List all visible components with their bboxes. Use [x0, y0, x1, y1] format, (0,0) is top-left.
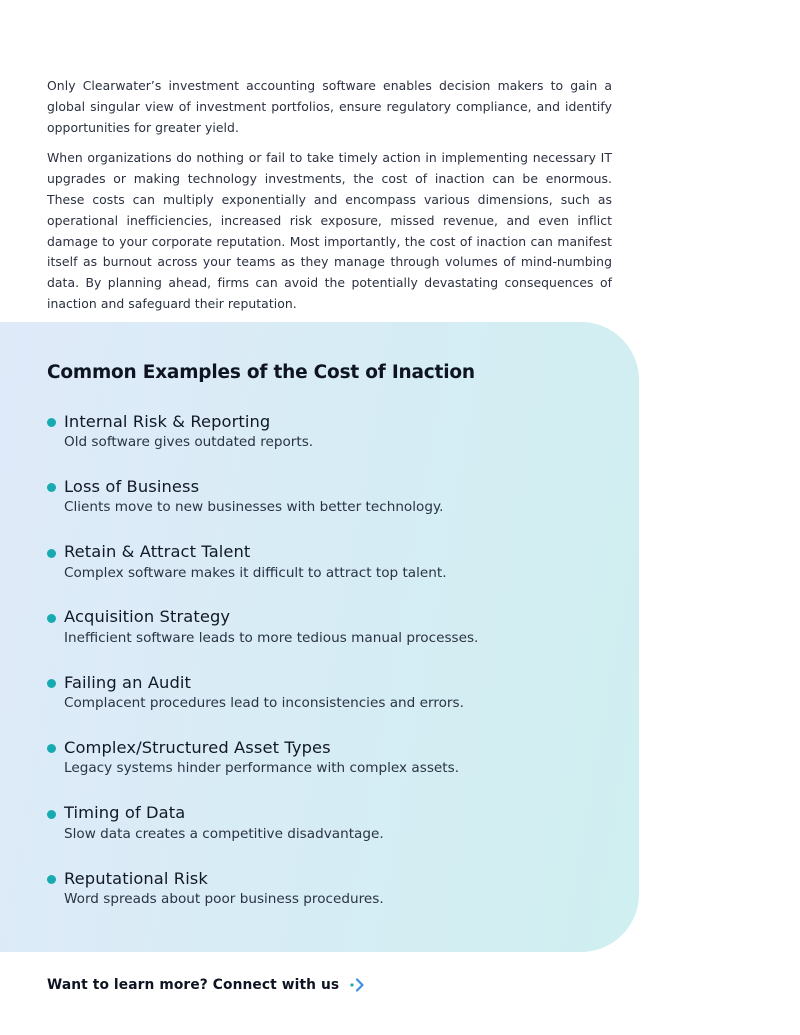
item-title: Retain & Attract Talent — [64, 542, 251, 562]
item-title: Failing an Audit — [64, 672, 192, 692]
item-description: Clients move to new businesses with better technology. — [64, 499, 444, 516]
item-description: Legacy systems hinder performance with complex assets. — [64, 760, 460, 777]
list-item — [47, 606, 607, 671]
item-title: Internal Risk & Reporting — [64, 411, 271, 431]
intro-paragraph: When organizations do nothing or fail to take timely action in implementing necessary IT upgrades or making technology investments, the cost of inaction can be enormous. These costs can multiply exponentially and encompass various dimensions, such as operational inefficiencies, increased risk exposure, missed revenue, and even inflict damage to your corporate reputation. Most importantly, the cost of inaction can manifest itself as burnout across your teams as they manage through volumes of mind-numbing data. By planning ahead, firms can avoid the potentially devastating consequences of inaction and safeguard their reputation. — [47, 150, 612, 311]
item-title: Loss of Business — [64, 476, 200, 496]
item-title: Reputational Risk — [64, 868, 208, 888]
item-description: Old software gives outdated reports. — [64, 434, 314, 450]
list-item — [47, 671, 607, 736]
bullet-icon — [47, 744, 56, 753]
list-item — [47, 475, 607, 540]
bullet-icon — [47, 483, 56, 492]
item-description: Slow data creates a competitive disadvantage. — [64, 825, 384, 842]
chevron-right-icon[interactable] — [349, 976, 367, 994]
item-title: Acquisition Strategy — [64, 607, 231, 627]
bullet-icon — [47, 679, 56, 688]
item-description: Complex software makes it difficult to attract top talent. — [64, 564, 447, 581]
item-title: Complex/Structured Asset Types — [64, 737, 331, 757]
panel-title: Common Examples of the Cost of Inaction — [47, 362, 475, 383]
list-item — [47, 867, 607, 932]
list-item — [47, 541, 607, 606]
cost-of-inaction-panel — [0, 322, 639, 952]
list-item — [47, 410, 607, 475]
item-title: Timing of Data — [64, 803, 186, 823]
intro-section — [47, 76, 612, 325]
bullet-icon — [47, 549, 56, 558]
examples-list — [47, 410, 607, 932]
bullet-icon — [47, 810, 56, 819]
connect-link-label[interactable]: Want to learn more? Connect with us — [47, 977, 340, 993]
item-description: Word spreads about poor business procedures. — [64, 891, 384, 908]
item-description: Complacent procedures lead to inconsistencies and errors. — [64, 695, 464, 712]
bullet-icon — [47, 614, 56, 623]
item-description: Inefficient software leads to more tedious manual processes. — [64, 629, 479, 646]
connect-link[interactable] — [47, 976, 367, 994]
list-item — [47, 802, 607, 867]
list-item — [47, 736, 607, 801]
bullet-icon — [47, 418, 56, 427]
intro-paragraph: Only Clearwater’s investment accounting software enables decision makers to gain a global singular view of investment portfolios, ensure regulatory compliance, and identify opportunities for greater yield. — [47, 78, 612, 135]
bullet-icon — [47, 875, 56, 884]
